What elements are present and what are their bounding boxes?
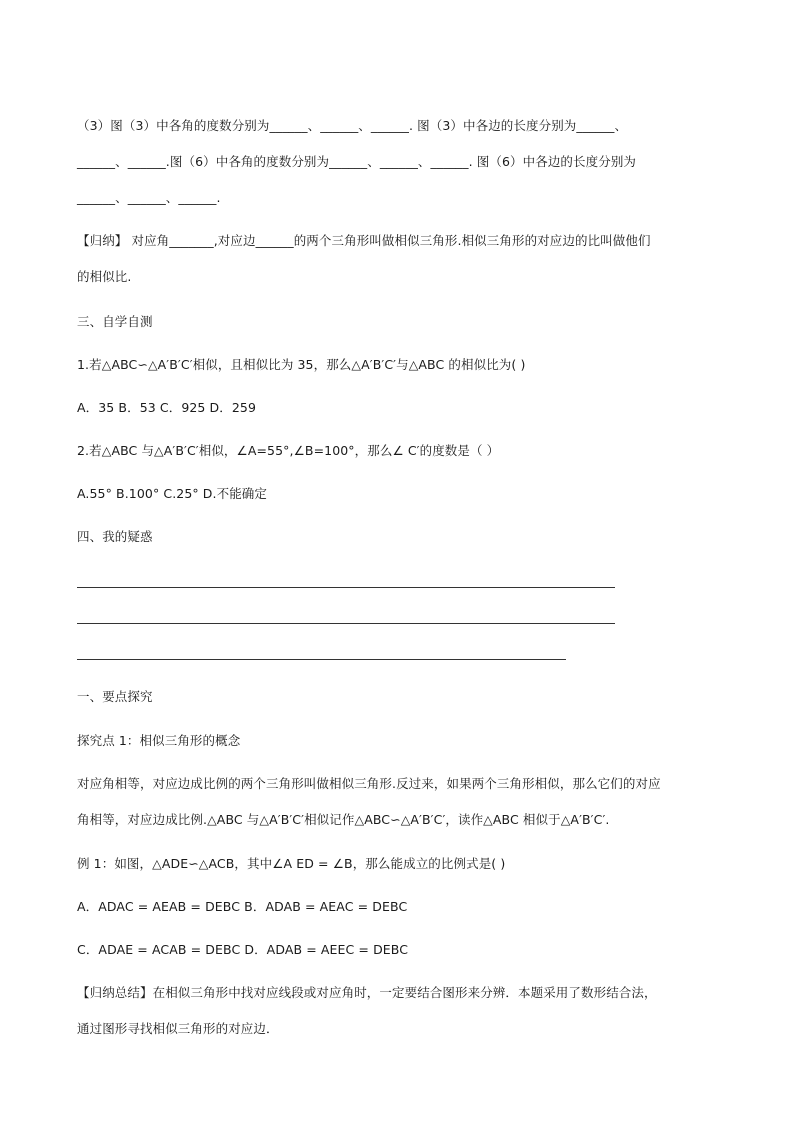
section-heading-key-points: 一、要点探究: [77, 689, 153, 704]
question-1: 1.若△ABC∽△A′B′C′相似，且相似比为 35，那么△A′B′C′与△ABC 的相似比为( ): [77, 357, 526, 372]
angle-and-side-blanks-line-2: ______、______.图（6）中各角的度数分别为______、______、______. 图（6）中各边的长度分别为: [77, 154, 637, 169]
section-heading-self-test: 三、自学自测: [77, 314, 153, 329]
question-1-options: A．35 B．53 C．925 D．259: [77, 400, 257, 415]
answer-rule-1: [77, 587, 615, 588]
summary-conclusion-line-2: 通过图形寻找相似三角形的对应边．: [77, 1021, 279, 1036]
question-2: 2.若△ABC 与△A′B′C′相似，∠A=55°,∠B=100°，那么∠ C′的度数是（ ）: [77, 443, 500, 458]
answer-rule-3: [77, 659, 566, 660]
angle-and-side-blanks-line-1: （3）图（3）中各角的度数分别为______、______、______. 图（3）中各边的长度分别为______、: [77, 118, 628, 133]
concept-paragraph-line-2: 角相等，对应边成比例.△ABC 与△A′B′C′相似记作△ABC∽△A′B′C′，读作△ABC 相似于△A′B′C′.: [77, 812, 610, 827]
section-heading-questions: 四、我的疑惑: [77, 529, 153, 544]
example-1-options-cd: C．ADAE = ACAB = DEBC D．ADAB = AEEC = DEBC: [77, 942, 409, 957]
example-1-options-ab: A．ADAC = AEAB = DEBC B．ADAB = AEAC = DEBC: [77, 899, 408, 914]
exploration-heading-1: 探究点 1：相似三角形的概念: [77, 733, 241, 748]
concept-paragraph-line-1: 对应角相等，对应边成比例的两个三角形叫做相似三角形.反过来，如果两个三角形相似，那么它们的对应: [77, 776, 661, 791]
answer-rule-2: [77, 623, 615, 624]
angle-and-side-blanks-line-3: ______、______、______.: [77, 190, 221, 205]
question-2-options: A.55° B.100° C.25° D.不能确定: [77, 486, 267, 501]
summary-definition-line-2: 的相似比.: [77, 269, 132, 284]
summary-conclusion-line-1: 【归纳总结】在相似三角形中找对应线段或对应角时，一定要结合图形来分辨．本题采用了数形结合法，: [77, 985, 657, 1000]
example-1: 例 1：如图，△ADE∽△ACB，其中∠A ED = ∠B，那么能成立的比例式是( ): [77, 856, 506, 871]
summary-definition-line-1: 【归纳】 对应角_______,对应边______的两个三角形叫做相似三角形.相似三角形的对应边的比叫做他们: [77, 233, 651, 248]
